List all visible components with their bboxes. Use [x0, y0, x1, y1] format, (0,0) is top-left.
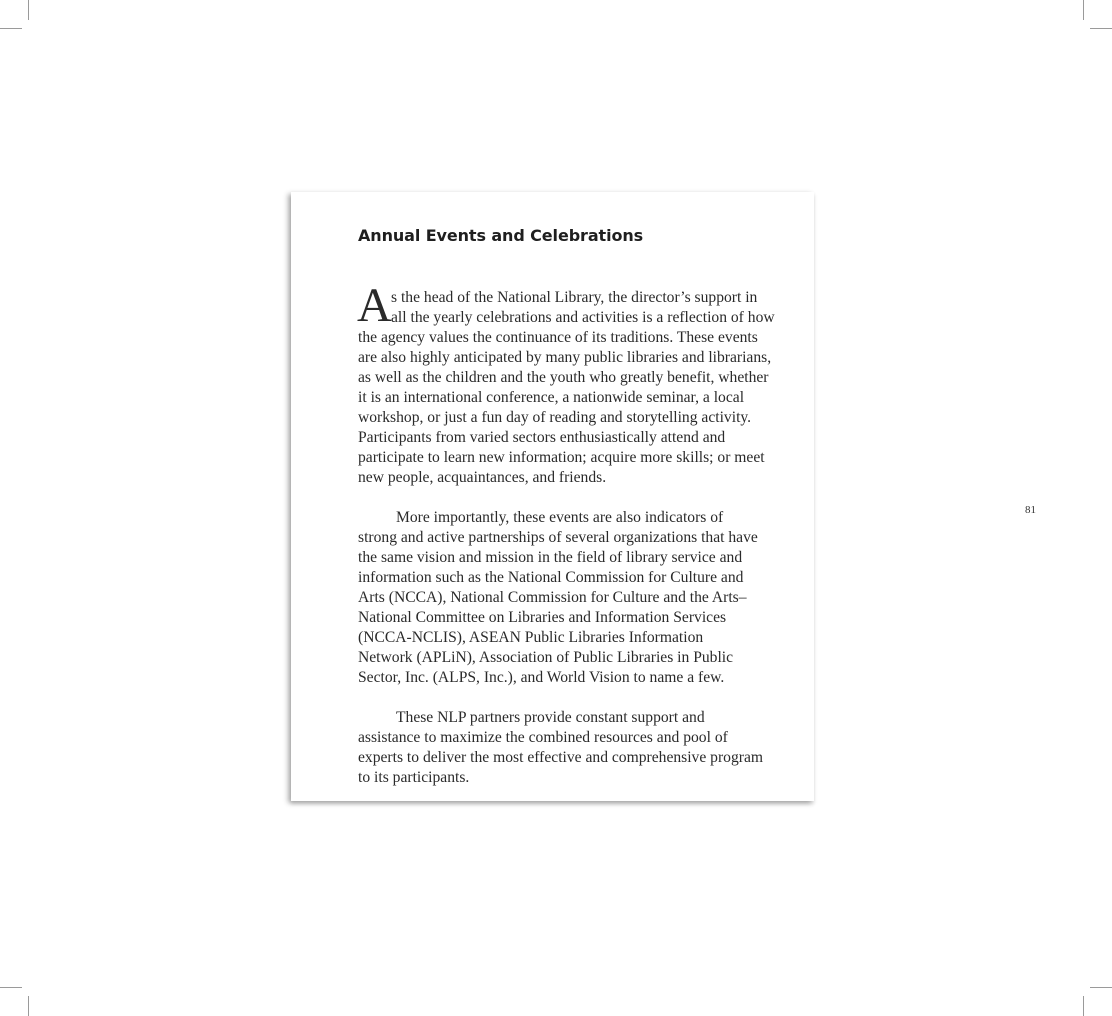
text-line: Sector, Inc. (ALPS, Inc.), and World Vision to name a few.	[358, 669, 725, 686]
text-line	[358, 508, 783, 528]
text-line-content: More importantly, these events are also indicators of	[396, 509, 724, 526]
text-line: the agency values the continuance of its traditions. These events	[358, 329, 758, 346]
section-heading: Annual Events and Celebrations	[358, 226, 644, 245]
crop-mark	[28, 996, 29, 1016]
crop-mark	[1090, 28, 1112, 29]
text-line: it is an international conference, a nationwide seminar, a local	[358, 389, 745, 406]
page-number: 81	[1025, 504, 1036, 516]
text-line: strong and active partnerships of several organizations that have	[358, 529, 758, 546]
crop-mark	[28, 0, 29, 20]
text-line: Participants from varied sectors enthusiastically attend and	[358, 429, 726, 446]
drop-cap: A	[357, 279, 392, 332]
crop-mark	[1083, 0, 1084, 20]
text-line-content: These NLP partners provide constant support and	[396, 709, 705, 726]
text-line	[358, 708, 783, 728]
paragraph-2	[358, 508, 783, 688]
text-line: are also highly anticipated by many public libraries and librarians,	[358, 349, 772, 366]
crop-mark	[0, 987, 22, 988]
paragraph-3	[358, 708, 783, 788]
text-line: the same vision and mission in the field of library service and	[358, 549, 743, 566]
text-line: Arts (NCCA), National Commission for Culture and the Arts–	[358, 589, 747, 606]
text-line: Network (APLiN), Association of Public Libraries in Public	[358, 649, 734, 666]
text-line: to its participants.	[358, 769, 470, 786]
text-line: new people, acquaintances, and friends.	[358, 469, 607, 486]
text-line: (NCCA-NCLIS), ASEAN Public Libraries Information	[358, 629, 704, 646]
text-line: participate to learn new information; acquire more skills; or meet	[358, 449, 765, 466]
text-line: assistance to maximize the combined resources and pool of	[358, 729, 728, 746]
paragraph-1	[358, 288, 783, 488]
crop-mark	[0, 28, 22, 29]
text-line: all the yearly celebrations and activities is a reflection of how	[391, 309, 775, 326]
crop-mark	[1083, 996, 1084, 1016]
crop-mark	[1090, 987, 1112, 988]
text-line: as well as the children and the youth who greatly benefit, whether	[358, 369, 769, 386]
text-line: information such as the National Commission for Culture and	[358, 569, 744, 586]
text-line: experts to deliver the most effective and comprehensive program	[358, 749, 764, 766]
text-line: s the head of the National Library, the director’s support in	[391, 289, 758, 306]
text-line: National Committee on Libraries and Information Services	[358, 609, 727, 626]
text-line: workshop, or just a fun day of reading and storytelling activity.	[358, 409, 752, 426]
